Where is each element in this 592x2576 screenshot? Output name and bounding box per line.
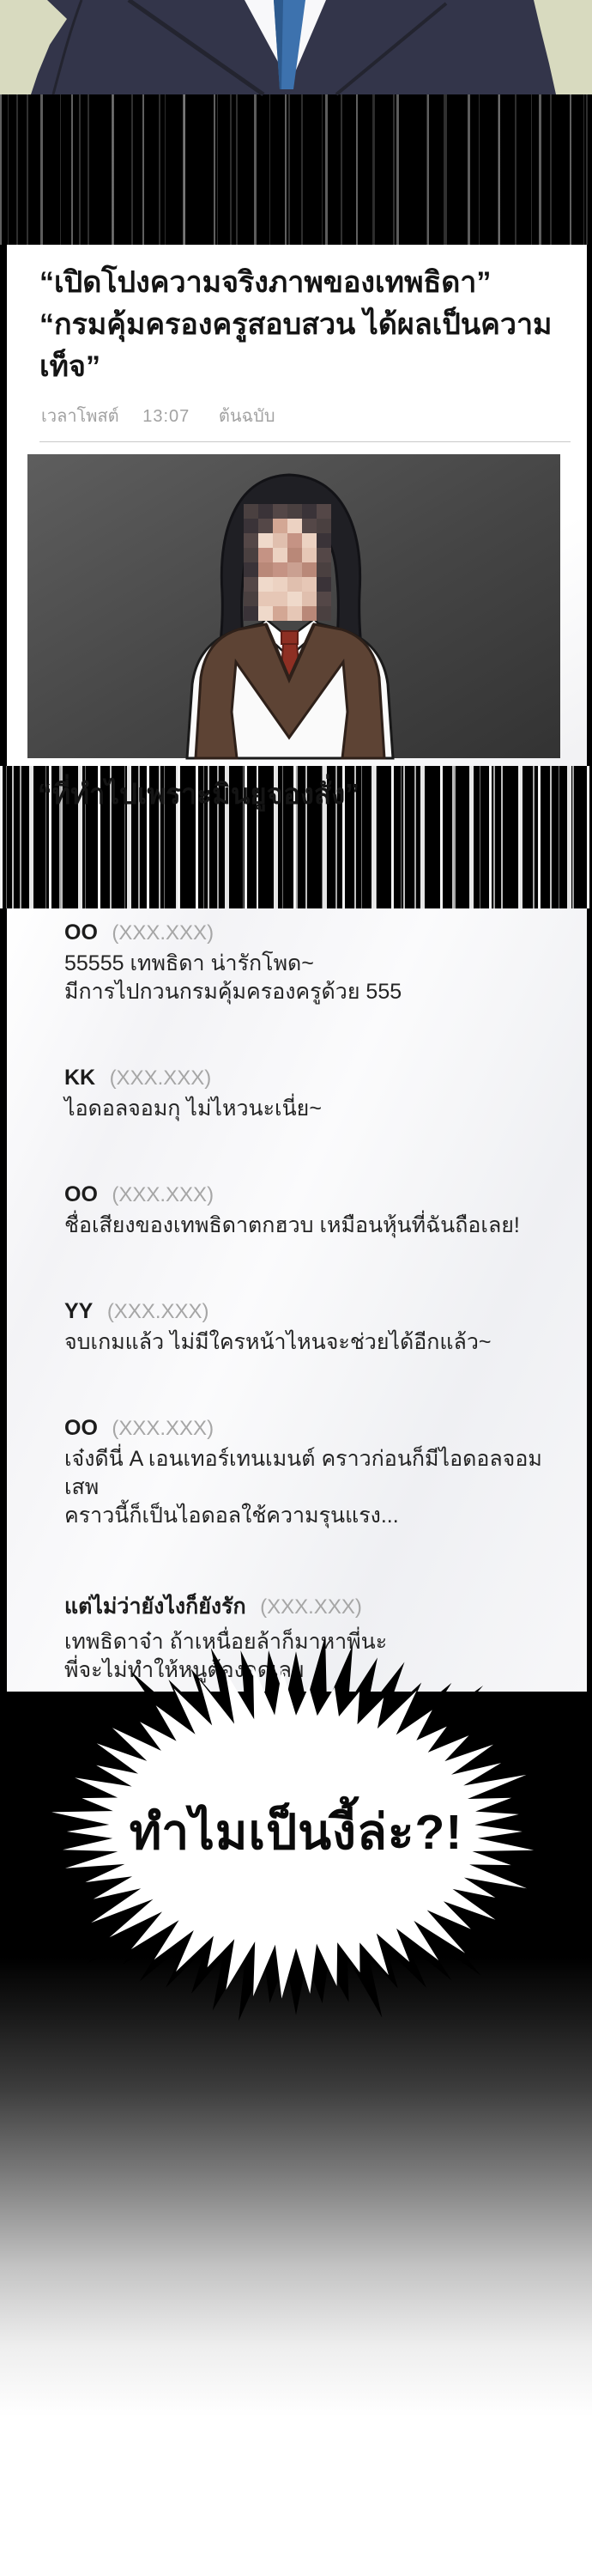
mosaic-tile bbox=[258, 548, 273, 562]
mosaic-tile bbox=[258, 606, 273, 621]
mosaic-tile bbox=[244, 504, 258, 519]
mosaic-tile bbox=[302, 577, 317, 592]
comment-header bbox=[64, 1299, 561, 1324]
mosaic-tile bbox=[287, 504, 302, 519]
mosaic-tile bbox=[273, 519, 287, 533]
mosaic-tile bbox=[302, 548, 317, 562]
mosaic-tile bbox=[317, 606, 331, 621]
suit-illustration bbox=[0, 0, 592, 94]
comment-text-line: เจ๋งดีนี่ A เอนเทอร์เทนเมนต์ คราวก่อนก็มีไอดอลจอมเสพ bbox=[64, 1447, 542, 1499]
mosaic-tile bbox=[317, 504, 331, 519]
comment-header bbox=[64, 1182, 561, 1207]
face-censor-mosaic bbox=[244, 504, 331, 621]
comment-item bbox=[64, 1182, 561, 1240]
mosaic-tile bbox=[273, 606, 287, 621]
comments-panel bbox=[7, 908, 587, 1692]
mosaic-tile bbox=[302, 519, 317, 533]
comment-item bbox=[64, 920, 561, 1006]
mosaic-tile bbox=[273, 562, 287, 577]
mosaic-tile bbox=[317, 562, 331, 577]
comment-text-line: มีการไปกวนกรมคุ้มครองครูด้วย 555 bbox=[64, 980, 402, 1004]
outro-section bbox=[0, 1692, 592, 2576]
comment-username: YY bbox=[64, 1299, 94, 1323]
mosaic-tile bbox=[244, 577, 258, 592]
source-original-label: ต้นฉบับ bbox=[218, 407, 275, 426]
comment-username: OO bbox=[64, 920, 98, 945]
comment-handle: (XXX.XXX) bbox=[106, 1300, 209, 1323]
comment-item bbox=[64, 1299, 561, 1357]
comment-handle: (XXX.XXX) bbox=[109, 1066, 212, 1090]
comment-text-line: คราวนี้ก็เป็นไอดอลใช้ความรุนแรง... bbox=[64, 1504, 399, 1528]
comment-text-line: 55555 เทพธิดา น่ารักโพด~ bbox=[64, 951, 314, 975]
mosaic-tile bbox=[244, 519, 258, 533]
mosaic-tile bbox=[244, 606, 258, 621]
posted-time-value: 13:07 bbox=[142, 407, 190, 426]
idol-photo-illustration bbox=[27, 454, 560, 758]
mosaic-tile bbox=[273, 533, 287, 548]
mosaic-tile bbox=[273, 548, 287, 562]
comment-handle: (XXX.XXX) bbox=[260, 1595, 362, 1619]
comment-username: แต่ไม่ว่ายังไงก็ยังรัก bbox=[64, 1595, 246, 1619]
news-meta-row bbox=[7, 402, 587, 429]
comment-handle: (XXX.XXX) bbox=[112, 1183, 214, 1206]
mosaic-tile bbox=[258, 592, 273, 606]
mosaic-tile bbox=[302, 592, 317, 606]
speedlines-top bbox=[0, 94, 592, 245]
news-article-panel bbox=[7, 245, 587, 810]
red-tie-knot bbox=[281, 631, 298, 644]
mosaic-tile bbox=[287, 592, 302, 606]
comment-header bbox=[64, 1066, 561, 1091]
mosaic-tile bbox=[317, 577, 331, 592]
comment-username: OO bbox=[64, 1416, 98, 1440]
mosaic-tile bbox=[317, 548, 331, 562]
burst-speech-bubble bbox=[0, 1619, 592, 2048]
posted-time-label: เวลาโพสต์ bbox=[41, 407, 119, 426]
mosaic-tile bbox=[273, 592, 287, 606]
mosaic-tile bbox=[317, 519, 331, 533]
comment-handle: (XXX.XXX) bbox=[112, 1417, 214, 1440]
mosaic-tile bbox=[287, 562, 302, 577]
news-headline-line1: “เปิดโปงความจริงภาพของเทพธิดา” bbox=[39, 266, 492, 299]
comment-username: KK bbox=[64, 1066, 96, 1090]
comment-text-line: เทพธิดาจ๋า ถ้าเหนื่อยล้าก็มาหาพี่นะ bbox=[64, 1630, 388, 1654]
mosaic-tile bbox=[258, 519, 273, 533]
mosaic-tile bbox=[258, 533, 273, 548]
mosaic-tile bbox=[258, 562, 273, 577]
mosaic-tile bbox=[302, 533, 317, 548]
panel-suit-torso bbox=[0, 0, 592, 94]
mosaic-tile bbox=[317, 533, 331, 548]
comment-header bbox=[64, 920, 561, 945]
comment-text-line: พี่จะไม่ทำให้หนูต้องอดเลย bbox=[64, 1658, 305, 1682]
comment-text-line: ชื่อเสียงของเทพธิดาตกฮวบ เหมือนหุ้นที่ฉันถือเลย! bbox=[64, 1213, 520, 1237]
mosaic-tile bbox=[287, 548, 302, 562]
mosaic-tile bbox=[244, 548, 258, 562]
mosaic-tile bbox=[287, 533, 302, 548]
comment-header bbox=[64, 1416, 561, 1441]
meta-divider bbox=[39, 441, 571, 442]
comment-item bbox=[64, 1066, 561, 1123]
comment-username: OO bbox=[64, 1182, 98, 1206]
mosaic-tile bbox=[302, 606, 317, 621]
idol-photo bbox=[27, 454, 560, 758]
comment-handle: (XXX.XXX) bbox=[112, 921, 214, 945]
mosaic-tile bbox=[273, 577, 287, 592]
news-caption-quote: “ที่ทำไปเพราะมินยูจองสั่ง” bbox=[38, 778, 359, 810]
mosaic-tile bbox=[317, 592, 331, 606]
mosaic-tile bbox=[287, 577, 302, 592]
mosaic-tile bbox=[258, 577, 273, 592]
mosaic-tile bbox=[287, 606, 302, 621]
mosaic-tile bbox=[244, 562, 258, 577]
burst-text: ทำไมเป็นงี้ล่ะ?! bbox=[129, 1805, 463, 1860]
mosaic-tile bbox=[244, 592, 258, 606]
comment-item bbox=[64, 1416, 561, 1530]
mosaic-tile bbox=[302, 504, 317, 519]
mosaic-tile bbox=[287, 519, 302, 533]
mosaic-tile bbox=[302, 562, 317, 577]
mosaic-tile bbox=[273, 504, 287, 519]
mosaic-tile bbox=[244, 533, 258, 548]
comment-text-line: จบเกมแล้ว ไม่มีใครหน้าไหนจะช่วยได้อีกแล้ว~ bbox=[64, 1330, 492, 1354]
mosaic-tile bbox=[258, 504, 273, 519]
comment-text-line: ไอดอลจอมกุ ไม่ไหวนะเนี่ย~ bbox=[64, 1097, 322, 1121]
news-headline-line2: “กรมคุ้มครองครูสอบสวน ได้ผลเป็นความเท็จ” bbox=[39, 308, 553, 383]
